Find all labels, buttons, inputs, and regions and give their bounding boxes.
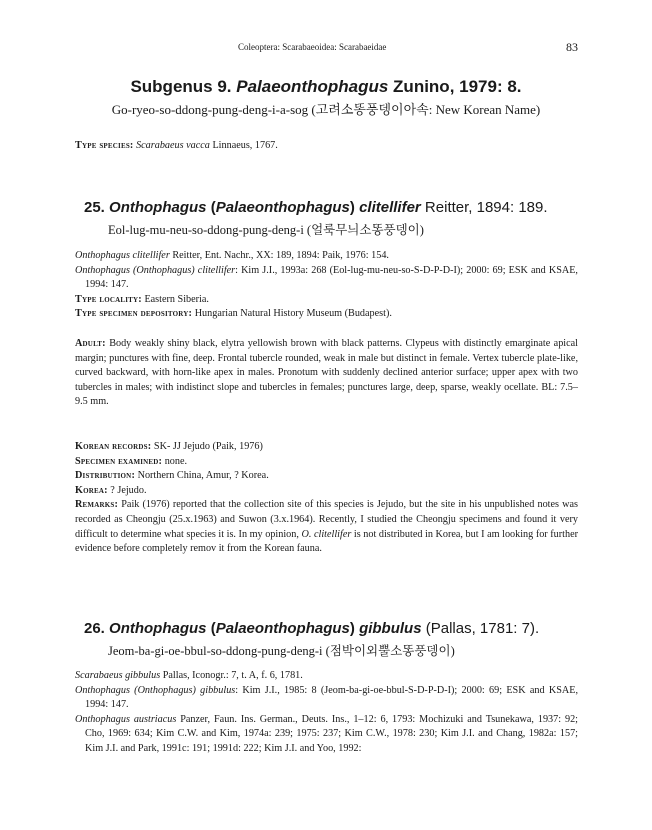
- subgenus-prefix: Subgenus 9.: [130, 77, 237, 96]
- type-depository-label: Type specimen depository:: [75, 308, 193, 320]
- species-25-citations: [75, 249, 578, 322]
- type-depository: [75, 307, 578, 322]
- remarks-text-2: is not distributed in Korea, but I am looking for further evidence before completely remov it from the Korean fauna.: [75, 528, 578, 555]
- korea-locality: [75, 484, 578, 499]
- species-25-epithet: clitellifer: [359, 199, 421, 216]
- species-26-genus: Onthophagus: [109, 620, 207, 637]
- species-25-adult-description: [75, 337, 578, 410]
- citation-item: [75, 713, 578, 757]
- specimen-examined: [75, 455, 578, 470]
- citation-item: [75, 249, 578, 264]
- remarks-text-1: Paik (1976) reported that the collection site of this species is Jejudo, but the site in his unpublished notes was recorded as Cheongju (25.x.1963) and Suwon (3.x.1964). Recently, I studied the Cheongju specimens and found it very difficult to determine what species it is. In my opinion,: [75, 499, 578, 540]
- subgenus-name: Palaeonthophagus: [236, 77, 389, 96]
- type-locality: [75, 293, 578, 308]
- citation-text: Pallas, Iconogr.: 7, t. A, f. 6, 1781.: [160, 670, 303, 681]
- citation-text: : Kim J.I., 1985: 8 (Jeom-ba-gi-oe-bbul-S-D-P-D-I); 2000: 69; ESK and KSAE, 1994: 147.: [85, 684, 578, 711]
- korean-records: [75, 440, 578, 455]
- species-26-citations: [75, 669, 578, 757]
- type-species-name: Scarabaeus vacca: [136, 140, 210, 151]
- species-26-vernacular: Jeom-ba-gi-oe-bbul-so-ddong-pung-deng-i (점박이외뿔소똥풍뎅이): [108, 644, 455, 658]
- species-25-heading: 25. Onthophagus (Palaeonthophagus) clitellifer Reitter, 1894: 189.: [84, 199, 548, 216]
- species-25-subgenus: Palaeonthophagus: [215, 199, 350, 216]
- species-25-number: 25.: [84, 199, 105, 216]
- citation-text: Reitter, Ent. Nachr., XX: 189, 1894: Paik, 1976: 154.: [169, 250, 389, 261]
- running-header: [0, 42, 652, 58]
- distribution-label: Distribution:: [75, 470, 136, 482]
- korea-value: ? Jejudo.: [107, 484, 147, 496]
- remarks: [75, 498, 578, 556]
- citation-text: : Kim J.I., 1993a: 268 (Eol-lug-mu-neu-so-S-D-P-D-I); 2000: 69; ESK and KSAE, 1994: 147.: [85, 264, 578, 291]
- subgenus-korean-name: Go-ryeo-so-ddong-pung-deng-i-a-sog (고려소똥풍뎅이아속: New Korean Name): [111, 102, 541, 117]
- type-species-line: [75, 139, 578, 154]
- remarks-label: Remarks:: [75, 499, 119, 511]
- species-26-number: 26.: [84, 620, 105, 637]
- citation-item: [75, 684, 578, 713]
- subgenus-author: Zunino, 1979: 8.: [388, 77, 522, 96]
- species-26-subgenus: Palaeonthophagus: [215, 620, 350, 637]
- citation-name: Onthophagus (Onthophagus) clitellifer: [75, 264, 236, 276]
- citation-name: Onthophagus austriacus: [75, 713, 177, 725]
- distribution: [75, 469, 578, 484]
- type-depository-value: Hungarian Natural History Museum (Budapest).: [192, 308, 392, 320]
- species-26-heading: 26. Onthophagus (Palaeonthophagus) gibbulus (Pallas, 1781: 7).: [84, 620, 540, 637]
- species-26-author: (Pallas, 1781: 7).: [421, 620, 540, 637]
- subgenus-heading: [0, 77, 652, 97]
- running-title: Coleoptera: Scarabaeoidea: Scarabaeidae: [238, 42, 387, 52]
- species-26-epithet: gibbulus: [359, 620, 422, 637]
- citation-name: Onthophagus clitellifer: [75, 250, 170, 261]
- specimen-label: Specimen examined:: [75, 455, 163, 467]
- korean-records-label: Korean records:: [75, 441, 152, 452]
- korean-records-value: SK- JJ Jejudo (Paik, 1976): [151, 441, 263, 452]
- adult-text: Body weakly shiny black, elytra yellowish brown with black patterns. Clypeus with distinctly emarginate apical margin; punctures with fine, deep. Frontal tubercle rounded, weak in male but distinct in female. Vertex tubercle plate-like, curved backward, with horn-like apex in males. Pronotum with suddenly declined anterior surface; upper apex with two tubercles in males; with indistinct slope and tubercles in females; punctures large, deep, sparse, weakly ocellate. BL: 7.5–9.5 mm.: [75, 338, 578, 408]
- page-number: 83: [566, 40, 578, 54]
- korea-label: Korea:: [75, 484, 108, 496]
- citation-text: Panzer, Faun. Ins. German., Deuts. Ins., 1–12: 6, 1793: Mochizuki and Tsunekawa, 1937: 92; Cho, 1969: 634; Kim C.W. and Kim, 1974a: 239; 1975: 237; Kim C.W., 1978: 230; Kim J.I. and Chang, 1982a: 157; Kim J.I. and Park, 1991c: 191; 1991d: 222; Kim J.I. and Yoo, 1992:: [85, 713, 579, 754]
- type-species-author: Linnaeus, 1767.: [209, 140, 278, 151]
- adult-label: Adult:: [75, 338, 106, 349]
- type-locality-value: Eastern Siberia.: [141, 293, 209, 305]
- citation-name: Onthophagus (Onthophagus) gibbulus: [75, 684, 236, 696]
- citation-item: [75, 264, 578, 293]
- type-locality-label: Type locality:: [75, 293, 142, 305]
- distribution-value: Northern China, Amur, ? Korea.: [135, 470, 269, 482]
- citation-name: Scarabaeus gibbulus: [75, 670, 161, 681]
- type-species-label: Type species:: [75, 140, 134, 151]
- citation-item: [75, 669, 578, 684]
- species-25-author: Reitter, 1894: 189.: [420, 199, 548, 216]
- remarks-species: O. clitellifer: [301, 528, 352, 540]
- specimen-value: none.: [162, 455, 188, 467]
- species-25-genus: Onthophagus: [109, 199, 207, 216]
- species-25-records: [75, 440, 578, 557]
- species-25-vernacular: Eol-lug-mu-neu-so-ddong-pung-deng-i (얼룩무늬소똥풍뎅이): [108, 223, 424, 237]
